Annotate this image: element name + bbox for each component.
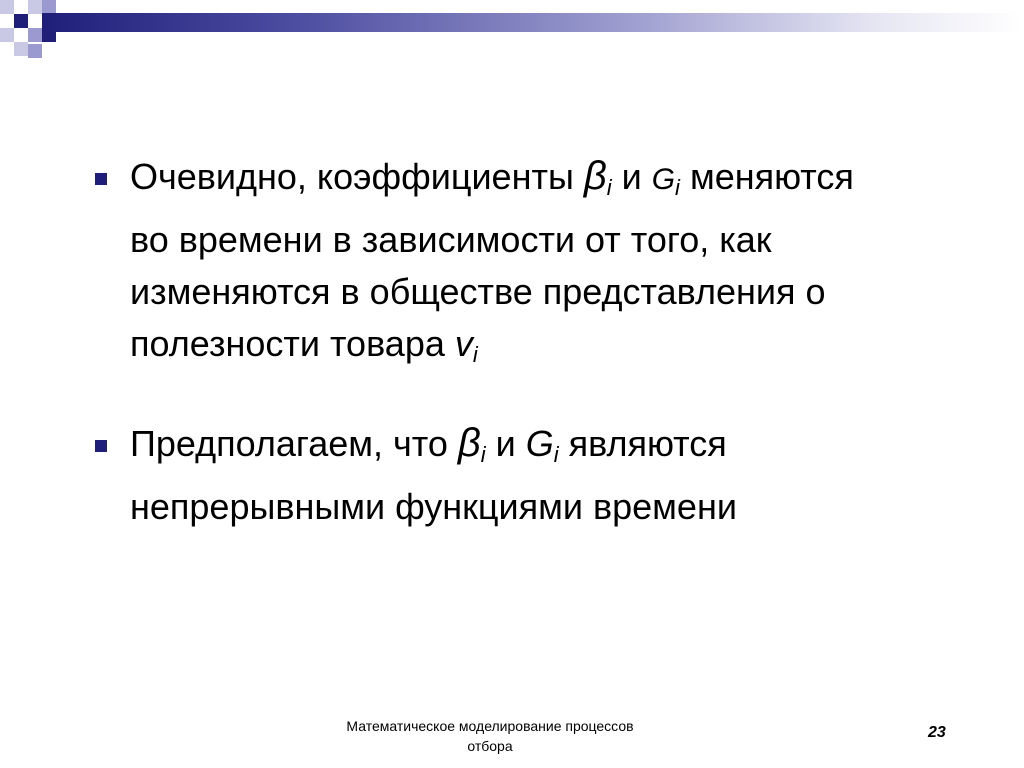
bullet-square-icon bbox=[95, 173, 107, 185]
deco-square bbox=[0, 0, 14, 14]
beta-subscript: i bbox=[606, 175, 612, 200]
bullet-item-2 bbox=[92, 417, 892, 533]
g-subscript: i bbox=[553, 442, 559, 467]
g-symbol: G bbox=[525, 423, 554, 464]
footer-title bbox=[300, 716, 680, 756]
top-gradient-bar bbox=[42, 13, 1024, 32]
deco-square bbox=[14, 14, 28, 28]
bullet-item-1 bbox=[92, 150, 892, 381]
bullet-text: Предполагаем, что bbox=[130, 423, 458, 464]
page-number: 23 bbox=[928, 724, 946, 741]
deco-square bbox=[42, 0, 56, 14]
conjunction: и bbox=[485, 423, 526, 464]
deco-square bbox=[14, 42, 28, 56]
beta-subscript: i bbox=[480, 442, 486, 467]
conjunction: и bbox=[611, 156, 652, 197]
bullet-text-continued: являются непрерывными функциями времени bbox=[130, 423, 737, 527]
v-subscript: i bbox=[472, 342, 478, 367]
g-symbol: G bbox=[651, 163, 676, 196]
beta-symbol: β bbox=[583, 154, 607, 198]
g-subscript: i bbox=[675, 175, 680, 200]
deco-square bbox=[28, 44, 42, 58]
v-symbol: v bbox=[454, 323, 473, 364]
bullet-text-continued: меняются во времени в зависимости от того, как изменяются в обществе представления о полезности товара bbox=[130, 156, 854, 364]
deco-square bbox=[0, 28, 14, 42]
footer-title-line2: отбора bbox=[467, 738, 513, 754]
bullet-square-icon bbox=[95, 440, 107, 452]
bullet-text: Очевидно, коэффициенты bbox=[130, 156, 584, 197]
deco-square bbox=[28, 0, 42, 14]
deco-square bbox=[28, 28, 42, 42]
beta-symbol: β bbox=[457, 421, 481, 465]
slide-content bbox=[92, 150, 892, 569]
footer-title-line1: Математическое моделирование процессов bbox=[346, 718, 634, 734]
